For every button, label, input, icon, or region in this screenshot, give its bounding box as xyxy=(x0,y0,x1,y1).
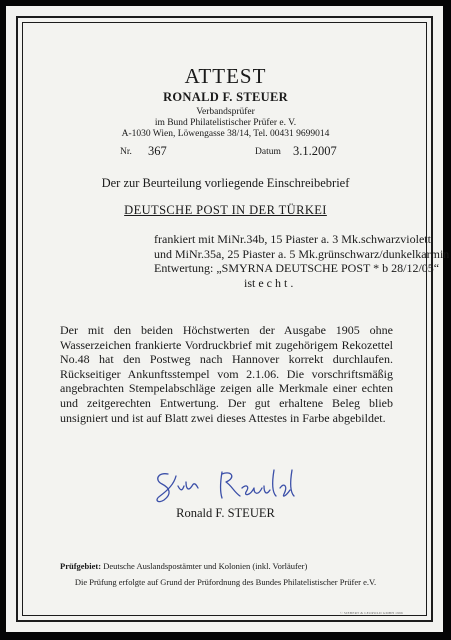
print-mark: © SIEBERT & LEOPOLD GMBH 1996 xyxy=(340,611,403,615)
detail-line: und MiNr.35a, 25 Piaster a. 5 Mk.grünschwarz/dunkelkarmin xyxy=(154,246,450,261)
examiner-name: RONALD F. STEUER xyxy=(163,90,288,104)
intro-text: Der zur Beurteilung vorliegende Einschreibebrief xyxy=(101,176,350,190)
certificate-date: 3.1.2007 xyxy=(293,144,337,158)
footer-examination-area xyxy=(60,561,307,571)
description-paragraph: Der mit den beiden Höchstwerten der Ausgabe 1905 ohne Wasserzeichen frankierte Vordruckbrief mit zugehörigem Rekozettel No.48 hat den Postweg nach Hannover korrekt durchlaufen. Rückseitiger Ankunftsstempel vom 2.1.06. Die vorschriftsmäßig angebrachten Stempelabschläge zeigen alle Merkmale einer echten und zeitgerechten Entwertung. Der gut erhaltene Beleg blieb unsigniert und ist auf Blatt zwei dieses Attestes in Farbe abgebildet. xyxy=(60,323,393,425)
signature-text: Steve Reuldd xyxy=(150,462,156,463)
subject-heading: DEUTSCHE POST IN DER TÜRKEI xyxy=(124,203,327,217)
signature xyxy=(150,462,300,510)
detail-line: frankiert mit MiNr.34b, 15 Piaster a. 3 Mk.schwarzviolett xyxy=(154,232,431,246)
signatory-name: Ronald F. STEUER xyxy=(176,506,275,520)
footer-label: Prüfgebiet: xyxy=(60,561,102,571)
detail-line: Entwertung: „SMYRNA DEUTSCHE POST * b 28/12/05“ xyxy=(154,261,440,275)
address: A-1030 Wien, Löwengasse 38/14, Tel. 00431 9699014 xyxy=(121,129,330,139)
association: im Bund Philatelistischer Prüfer e. V. xyxy=(154,118,297,128)
examiner-role: Verbandsprüfer xyxy=(196,107,255,117)
footer-area: Deutsche Auslandspostämter und Kolonien (inkl. Vorläufer) xyxy=(103,561,308,571)
verdict: ist e c h t . xyxy=(244,275,294,290)
footer-note: Die Prüfung erfolgte auf Grund der Prüfordnung des Bundes Philatelistischer Prüfer e.V. xyxy=(74,577,377,587)
number-label: Nr. xyxy=(120,147,132,157)
stamp-details xyxy=(154,232,449,290)
document-title: ATTEST xyxy=(184,64,267,88)
date-label: Datum xyxy=(255,147,281,157)
certificate-number: 367 xyxy=(148,144,167,158)
